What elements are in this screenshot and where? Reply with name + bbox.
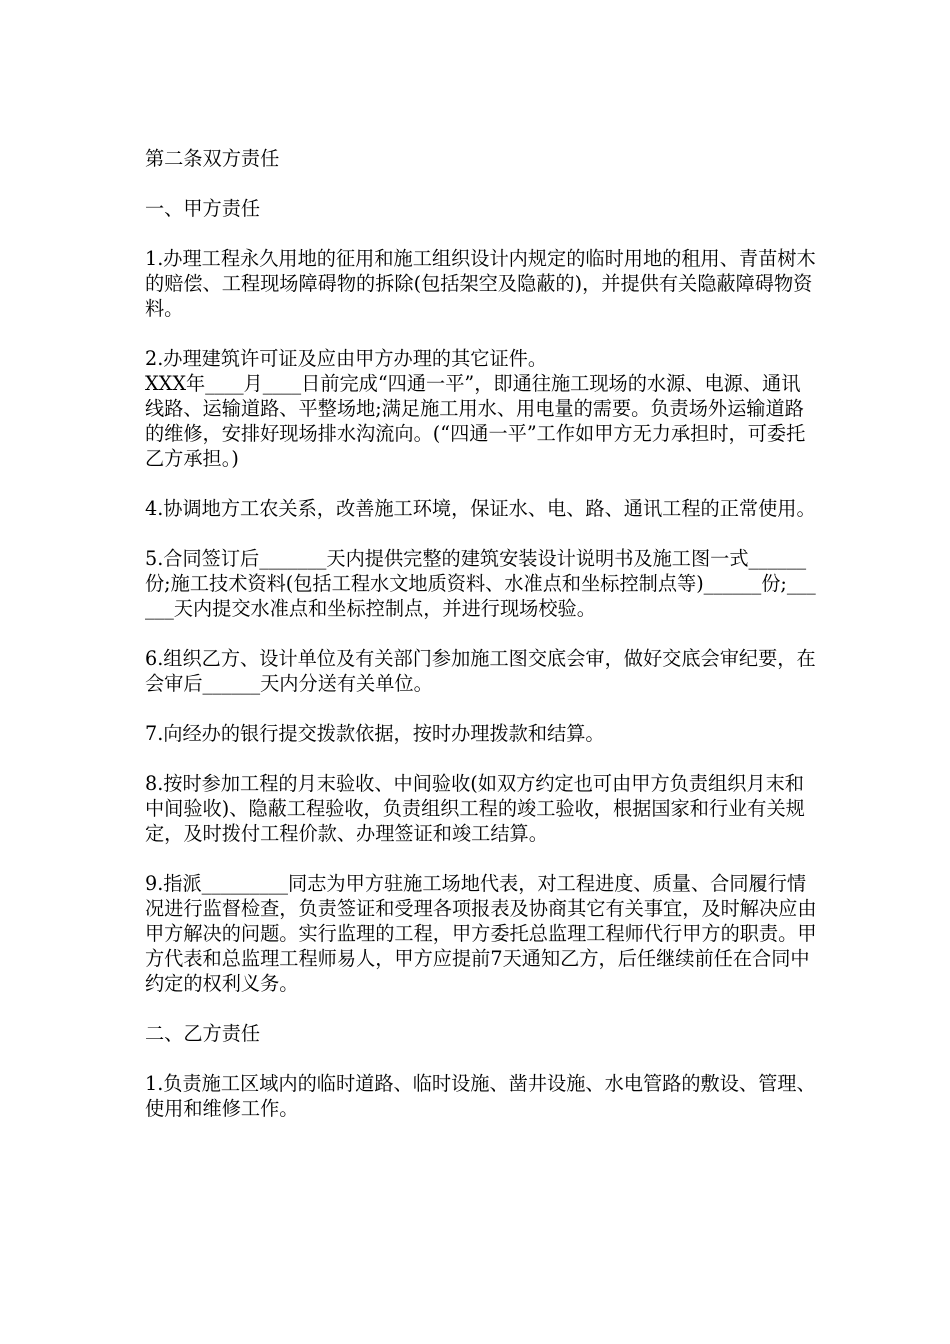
contract-page	[145, 146, 817, 1121]
party-a-item-9: 9.指派_________同志为甲方驻施工场地代表，对工程进度、质量、合同履行情况进行监督检查，负责签证和受理各项报表及协商其它有关事宜，及时解决应由甲方解决的问题。实行监理的工程，甲方委托总监理工程师代行甲方的职责。甲方代表和总监理工程师易人，甲方应提前7天通知乙方，后任继续前任在合同中约定的权利义务。	[145, 872, 817, 995]
party-a-item-7: 7.向经办的银行提交拨款依据，按时办理拨款和结算。	[145, 722, 605, 745]
party-a-item-6: 6.组织乙方、设计单位及有关部门参加施工图交底会审，做好交底会审纪要，在会审后______天内分送有关单位。	[145, 647, 816, 695]
party-a-item-1: 1.办理工程永久用地的征用和施工组织设计内规定的临时用地的租用、青苗树木的赔偿、工程现场障碍物的拆除(包括架空及隐蔽的)，并提供有关隐蔽障碍物资料。	[145, 247, 816, 320]
party-a-item-2: 2.办理建筑许可证及应由甲方办理的其它证件。	[145, 347, 548, 370]
party-a-item-8: 8.按时参加工程的月末验收、中间验收(如双方约定也可由甲方负责组织月末和中间验收)、隐蔽工程验收，负责组织工程的竣工验收，根据国家和行业有关规定，及时拨付工程价款、办理签证和竣工结算。	[145, 772, 805, 845]
party-a-item-5: 5.合同签订后_______天内提供完整的建筑安装设计说明书及施工图一式______份;施工技术资料(包括工程水文地质资料、水准点和坐标控制点等)______份;______天内提交水准点和坐标控制点，并进行现场校验。	[145, 547, 816, 620]
party-b-heading: 二、乙方责任	[145, 1022, 261, 1045]
article-title: 第二条双方责任	[145, 147, 280, 170]
party-a-heading: 一、甲方责任	[145, 197, 261, 220]
party-b-item-1: 1.负责施工区域内的临时道路、临时设施、凿井设施、水电管路的敷设、管理、使用和维修工作。	[145, 1072, 816, 1120]
party-a-item-3: XXX年____月____日前完成“四通一平”，即通往施工现场的水源、电源、通讯线路、运输道路、平整场地;满足施工用水、用电量的需要。负责场外运输道路的维修，安排好现场排水沟流向。(“四通一平”工作如甲方无力承担时，可委托乙方承担。)	[145, 372, 806, 470]
party-a-item-4: 4.协调地方工农关系，改善施工环境，保证水、电、路、通讯工程的正常使用。	[145, 497, 816, 520]
